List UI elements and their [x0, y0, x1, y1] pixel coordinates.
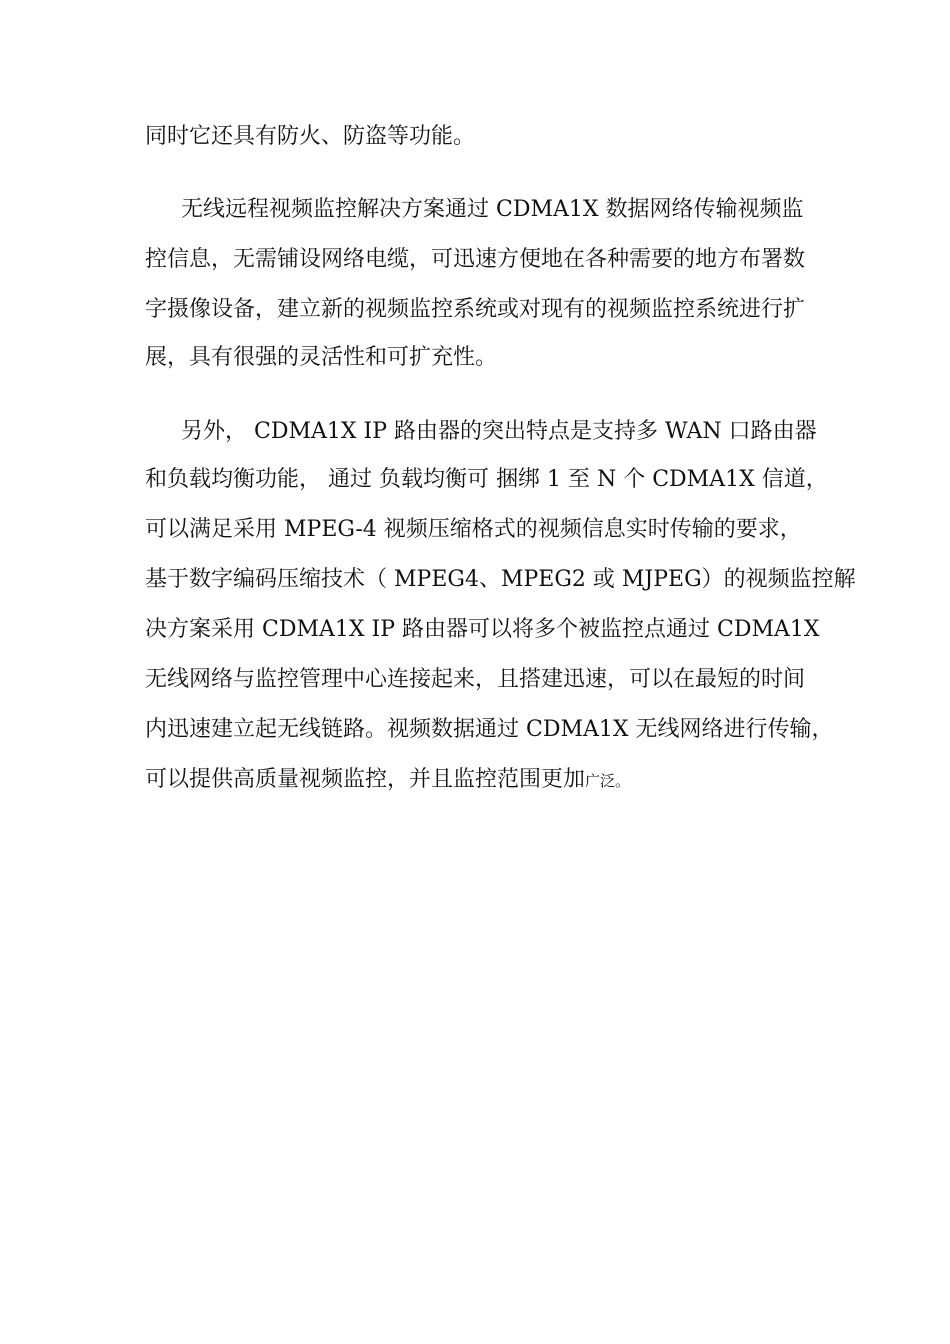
paragraph-3-line-1: 另外， CDMA1X IP 路由器的突出特点是支持多 WAN 口路由器	[181, 419, 817, 444]
paragraph-3-line-3: 可以满足采用 MPEG-4 视频压缩格式的视频信息实时传输的要求，	[145, 517, 802, 542]
paragraph-3-line-8-main: 可以提供高质量视频监控，并且监控范围更加	[145, 767, 586, 792]
paragraph-2-line-1: 无线远程视频监控解决方案通过 CDMA1X 数据网络传输视频监	[181, 197, 804, 222]
paragraph-3-line-5: 决方案采用 CDMA1X IP 路由器可以将多个被监控点通过 CDMA1X	[145, 617, 820, 642]
paragraph-2-line-3: 字摄像设备，建立新的视频监控系统或对现有的视频监控系统进行扩	[145, 297, 806, 322]
paragraph-3-line-8	[145, 767, 630, 794]
paragraph-3-line-6: 无线网络与监控管理中心连接起来，且搭建迅速，可以在最短的时间	[145, 667, 806, 692]
paragraph-2-line-2: 控信息，无需铺设网络电缆，可迅速方便地在各种需要的地方布署数	[145, 247, 806, 272]
paragraph-3-line-2: 和负载均衡功能， 通过 负载均衡可 捆绑 1 至 N 个 CDMA1X 信道，	[145, 467, 828, 492]
paragraph-3-line-4: 基于数字编码压缩技术（ MPEG4、MPEG2 或 MJPEG）的视频监控解	[145, 567, 856, 592]
paragraph-3-line-8-tail: 广泛。	[585, 772, 631, 790]
paragraph-2-line-4: 展，具有很强的灵活性和可扩充性。	[145, 345, 498, 370]
paragraph-1-line-1: 同时它还具有防火、防盗等功能。	[145, 124, 476, 149]
paragraph-3-line-7: 内迅速建立起无线链路。视频数据通过 CDMA1X 无线网络进行传输，	[145, 717, 834, 742]
